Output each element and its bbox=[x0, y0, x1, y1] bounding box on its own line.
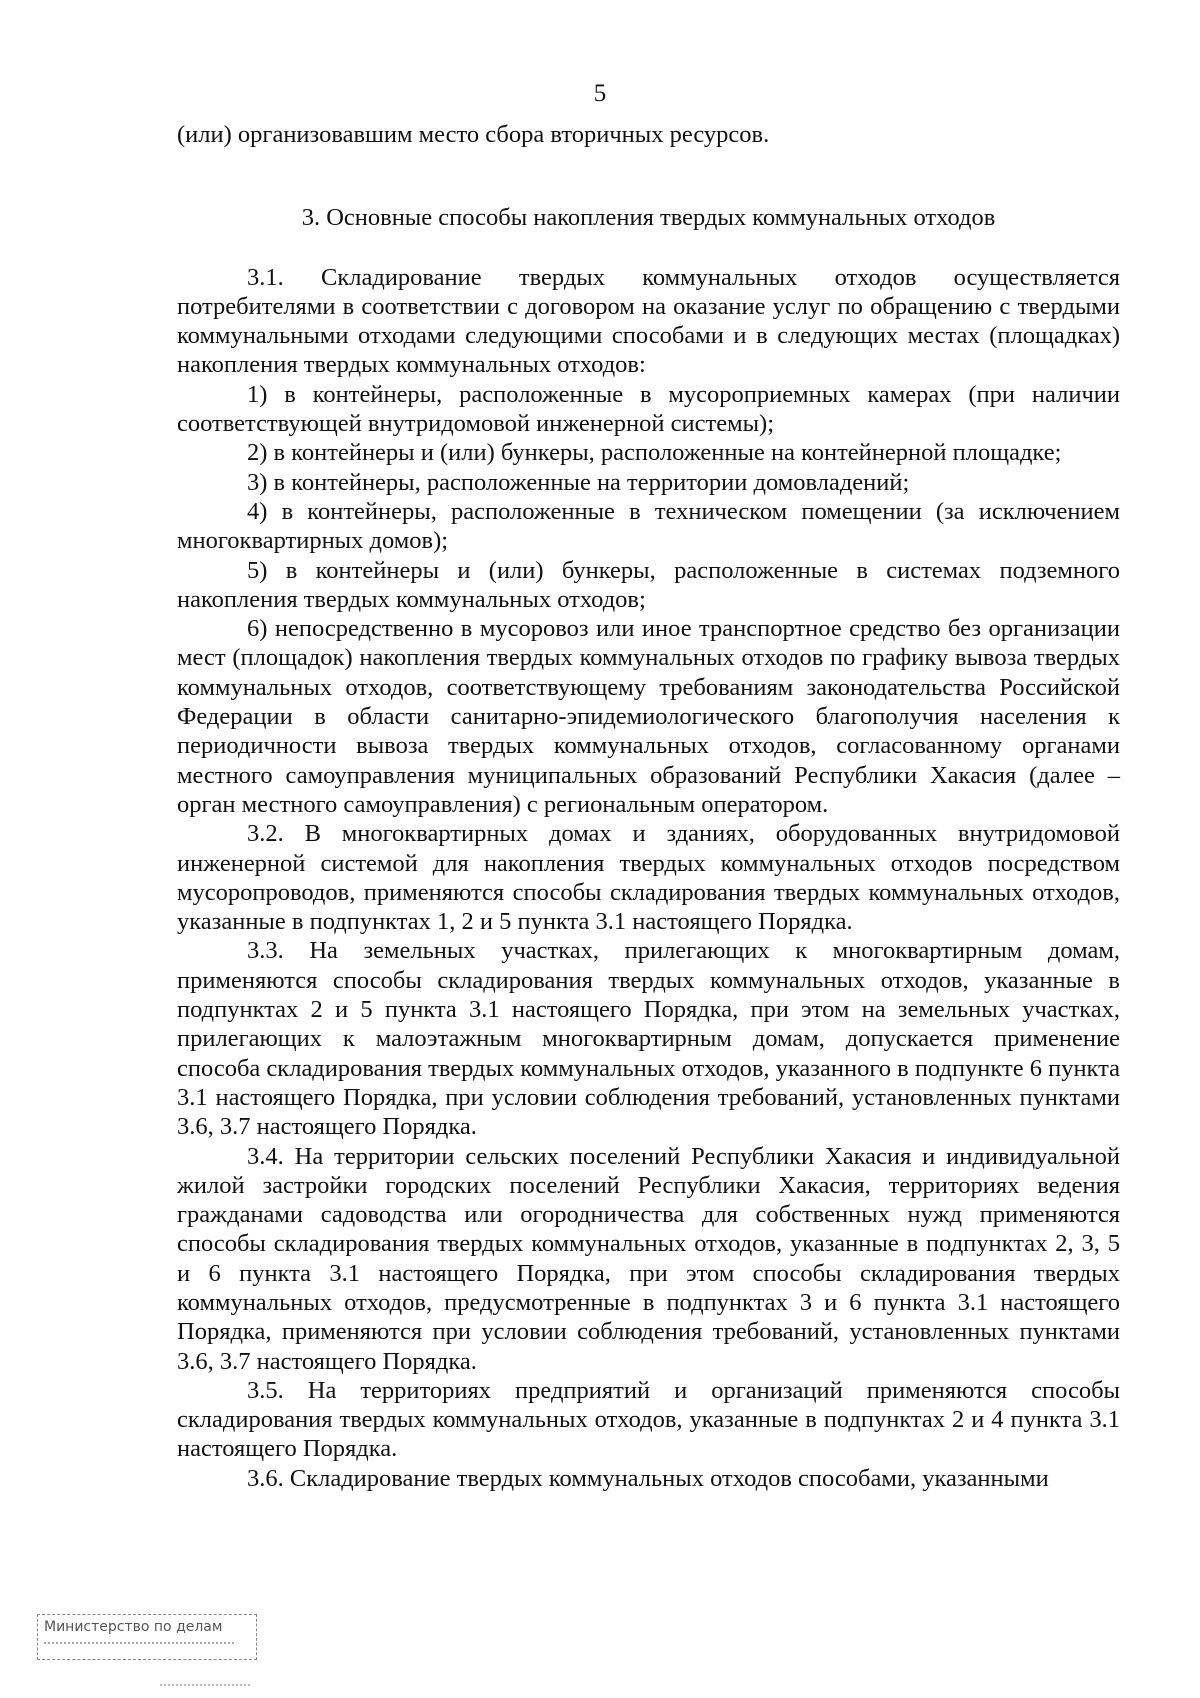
scan-artifact bbox=[160, 1684, 250, 1686]
section-heading: 3. Основные способы накопления твердых коммунальных отходов bbox=[301, 204, 996, 232]
list-item-6: 6) непосредственно в мусоровоз или иное транспортное средство без организации мест (площадок) накопления твердых коммунальных отходов по графику вывоза твердых коммунальных отходов, соответствующему требованиям законодательства Российской Федерации в области санитарно-эпидемиологического благополучия населения к периодичности вывоза твердых коммунальных отходов, согласованному органами местного самоуправления муниципальных образований Республики Хакасия (далее – орган местного самоуправления) с региональным оператором. bbox=[177, 615, 1120, 818]
paragraph-3-3: 3.3. На земельных участках, прилегающих к многоквартирным домам, применяются способы складирования твердых коммунальных отходов, указанные в подпунктах 2 и 5 пункта 3.1 настоящего Порядка, при этом на земельных участках, прилегающих к малоэтажным многоквартирным домам, допускается применение способа складирования твердых коммунальных отходов, указанного в подпункте 6 пункта 3.1 настоящего Порядка, при условии соблюдения требований, установленных пунктами 3.6, 3.7 настоящего Порядка. bbox=[177, 937, 1121, 1141]
stamp-text: Министерство по делам bbox=[44, 1619, 223, 1635]
paragraph-3-4: 3.4. На территории сельских поселений Республики Хакасия и индивидуальной жилой застройки городских поселений Республики Хакасия, территориях ведения гражданами садоводства или огородничества для собственных нужд применяются способы складирования твердых коммунальных отходов, указанные в подпунктах 2, 3, 5 и 6 пункта 3.1 настоящего Порядка, при этом способы складирования твердых коммунальных отходов, предусмотренные в подпунктах 3 и 6 пункта 3.1 настоящего Порядка, применяются при условии соблюдения требований, установленных пунктами 3.6, 3.7 настоящего Порядка. bbox=[177, 1142, 1120, 1375]
stamp-illegible-line bbox=[44, 1642, 234, 1647]
paragraph-3-6: 3.6. Складирование твердых коммунальных отходов способами, указанными bbox=[247, 1464, 1049, 1492]
document-body bbox=[177, 120, 1120, 1493]
paragraph-3-5: 3.5. На территориях предприятий и организаций применяются способы складирования твердых коммунальных отходов, указанные в подпунктах 2 и 4 пункта 3.1 настоящего Порядка. bbox=[177, 1376, 1120, 1463]
list-item-3: 3) в контейнеры, расположенные на территории домовладений; bbox=[247, 468, 910, 496]
list-item-5: 5) в контейнеры и (или) бункеры, расположенные в системах подземного накопления твердых коммунальных отходов; bbox=[177, 556, 1120, 613]
list-item-4: 4) в контейнеры, расположенные в техническом помещении (за исключением многоквартирных домов); bbox=[177, 497, 1120, 555]
page-number: 5 bbox=[593, 80, 607, 107]
continuation-paragraph: (или) организовавшим место сбора вторичных ресурсов. bbox=[177, 121, 770, 148]
list-item-2: 2) в контейнеры и (или) бункеры, расположенные на контейнерной площадке; bbox=[247, 439, 1062, 467]
registration-stamp bbox=[37, 1614, 257, 1660]
paragraph-3-1: 3.1. Складирование твердых коммунальных отходов осуществляется потребителями в соответствии с договором на оказание услуг по обращению с твердыми коммунальными отходами следующими способами и в следующих местах (площадках) накопления твердых коммунальных отходов: bbox=[177, 263, 1120, 379]
paragraph-3-2: 3.2. В многоквартирных домах и зданиях, оборудованных внутридомовой инженерной системой для накопления твердых коммунальных отходов посредством мусоропроводов, применяются способы складирования твердых коммунальных отходов, указанные в подпунктах 1, 2 и 5 пункта 3.1 настоящего Порядка. bbox=[177, 820, 1120, 936]
list-item-1: 1) в контейнеры, расположенные в мусороприемных камерах (при наличии соответствующей внутридомовой инженерной системы); bbox=[177, 380, 1120, 438]
